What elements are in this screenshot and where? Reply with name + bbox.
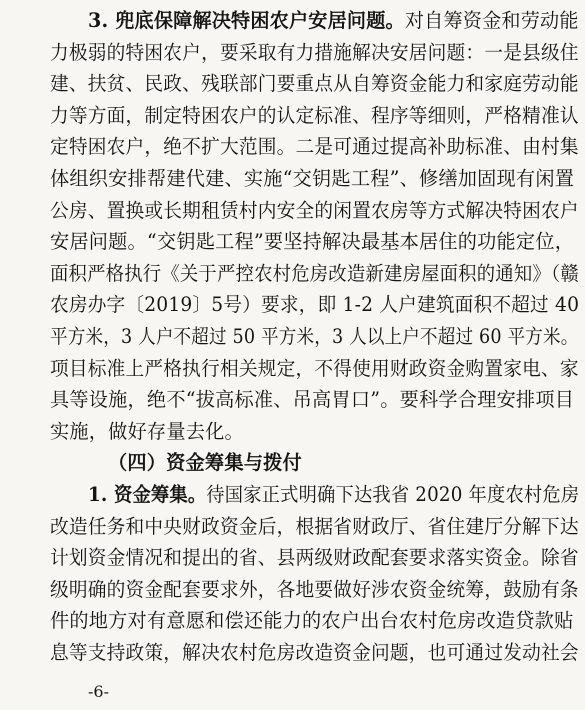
body-text-run: 安居问题。“交钥匙工程”要坚持解决最基本居住的功能定位，: [50, 230, 575, 254]
body-text-run: 对自筹资金和劳动能: [404, 9, 579, 32]
bold-heading-text: 3. 兜底保障解决特困农户安居问题。: [88, 9, 405, 32]
text-line: [50, 354, 579, 384]
body-text-run: 体组织安排帮建代建、实施“交钥匙工程”、修缮加固现有闲置: [50, 167, 575, 190]
text-line: [50, 69, 579, 99]
page-number: -6-: [88, 682, 109, 701]
text-line: [50, 512, 579, 542]
body-text-run: 力等方面，制定特困农户的认定标准、程序等细则，严格精准认: [50, 103, 579, 127]
body-text-run: 级明确的资金配套要求外，各地要做好涉农资金统筹，鼓励有条: [50, 577, 579, 601]
body-text-run: 改造任务和中央财政资金后，根据省财政厅、省住建厅分解下达: [50, 514, 579, 538]
text-line: [50, 575, 579, 605]
text-line: [88, 6, 579, 36]
text-line: [50, 606, 573, 636]
text-line: [50, 164, 574, 194]
text-line: [50, 132, 579, 162]
text-line: [50, 543, 579, 573]
text-line: [108, 448, 302, 478]
text-line: [50, 290, 579, 320]
text-line: [50, 227, 574, 257]
body-text-run: 农房办字〔2019〕5号）要求，即 1-2 人户建筑面积不超过 40: [50, 293, 580, 317]
body-text-run: 平方米，3 人户不超过 50 平方米，3 人以上户不超过 60 平方米。: [50, 325, 579, 348]
body-text-run: 定特困农户，绝不扩大范围。二是可通过提高补助标准、由村集: [50, 135, 579, 159]
bold-heading-text: （四）资金筹集与拨付: [108, 451, 302, 475]
body-text-run: 息等支持政策，解决农村危房改造资金问题，也可通过发动社会: [50, 641, 579, 664]
body-text-run: 实施，做好存量去化。: [50, 419, 244, 443]
text-line: [50, 101, 579, 131]
body-text-run: 具等设施，绝不“拔高标准、吊高胃口”。要科学合理安排项目: [50, 388, 575, 412]
text-line: [50, 417, 244, 447]
text-line: [50, 38, 579, 68]
body-text-run: 建、扶贫、民政、残联部门要重点从自筹资金能力和家庭劳动能: [50, 72, 579, 96]
text-line: [50, 385, 574, 415]
bold-heading-text: 1. 资金筹集。: [88, 483, 207, 506]
body-text-run: 待国家正式明确下达我省 2020 年度农村危房: [206, 483, 580, 506]
text-line: [88, 480, 579, 510]
body-text-run: 计划资金情况和提出的省、县两级财政配套要求落实资金。除省: [50, 546, 579, 570]
text-line: [50, 322, 578, 352]
body-text-run: 力极弱的特困农户，要采取有力措施解决安居问题：一是县级住: [50, 40, 579, 64]
text-line: [50, 259, 579, 289]
body-text-run: 公房、置换或长期租赁村内安全的闲置农房等方式解决特困农户: [50, 198, 579, 222]
text-line: [50, 196, 579, 226]
text-line: [50, 638, 579, 668]
body-text-run: 面积严格执行《关于严控农村危房改造新建房屋面积的通知》（赣: [50, 261, 579, 285]
body-text-run: 项目标准上严格执行相关规定，不得使用财政资金购置家电、家: [50, 356, 579, 380]
body-text-run: 件的地方对有意愿和偿还能力的农户出台农村危房改造贷款贴: [50, 609, 574, 633]
